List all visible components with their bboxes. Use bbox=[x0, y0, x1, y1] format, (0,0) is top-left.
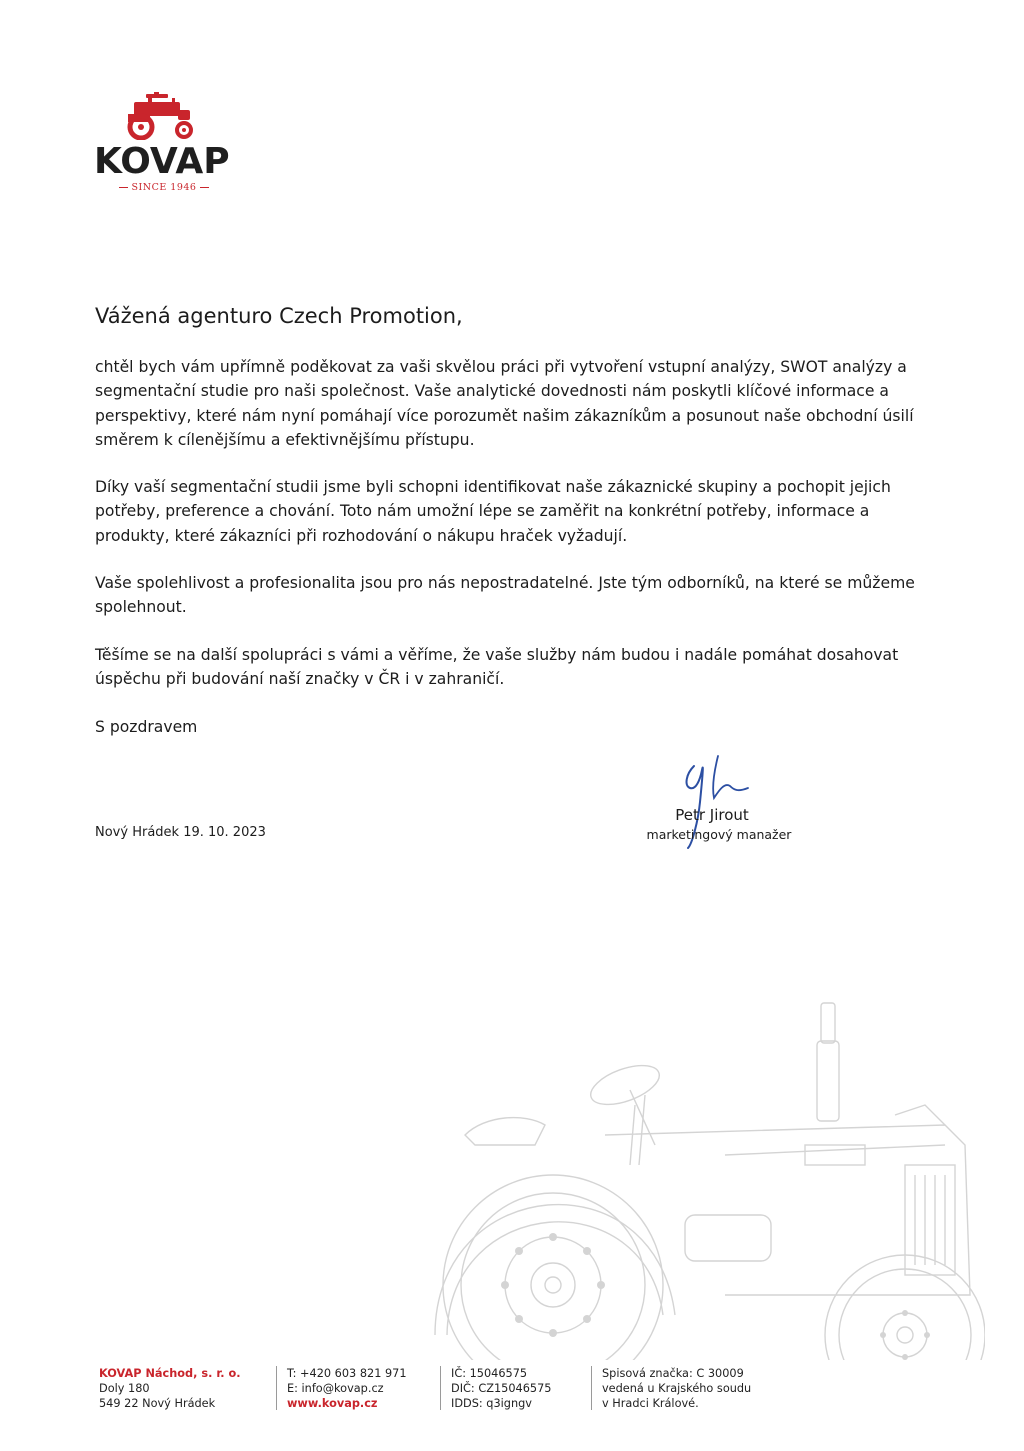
signer-role: marketingový manažer bbox=[646, 827, 792, 842]
paragraph-1: chtěl bych vám upřímně poděkovat za vaši skvělou práci při vytvoření vstupní analýzy, SWOT analýzy a segmentační studie pro naši společnost. Vaše analytické dovednosti nám poskytli klíčové informace a perspektivy, které nám nyní pomáhají více porozumět našim zákazníkům a posunout naše obchodní úsilí směrem k cílenějšímu a efektivnějšímu přístupu. bbox=[95, 358, 914, 449]
letter-greeting: Vážená agenturo Czech Promotion, bbox=[95, 304, 463, 328]
footer-contact bbox=[287, 1366, 407, 1411]
tractor-logo-icon bbox=[124, 92, 200, 140]
dash-right bbox=[200, 187, 209, 188]
registry-line-2: vedená u Krajského soudu bbox=[602, 1382, 752, 1395]
footer-divider-2 bbox=[440, 1366, 441, 1410]
ids-idds: IDDS: q3igngv bbox=[451, 1397, 532, 1410]
logo-since bbox=[94, 182, 234, 193]
contact-web-link[interactable]: www.kovap.cz bbox=[287, 1397, 378, 1410]
logo-wordmark: KOVAP bbox=[94, 141, 230, 182]
contact-email[interactable]: E: info@kovap.cz bbox=[287, 1382, 384, 1395]
footer-divider-1 bbox=[276, 1366, 277, 1410]
tractor-watermark-icon bbox=[425, 995, 985, 1360]
letter-date: Nový Hrádek 19. 10. 2023 bbox=[95, 825, 266, 840]
paragraph-4: Těšíme se na další spolupráci s vámi a věříme, že vaše služby nám budou i nadále pomáhat dosahovat úspěchu při budování naší značky v ČR i v zahraničí. bbox=[95, 645, 899, 688]
ids-ic: IČ: 15046575 bbox=[451, 1367, 528, 1380]
footer-registry bbox=[602, 1366, 751, 1411]
letter-body bbox=[95, 355, 935, 714]
logo-since-text: SINCE 1946 bbox=[131, 182, 197, 193]
registry-line-1: Spisová značka: C 30009 bbox=[602, 1367, 744, 1380]
footer-ids bbox=[451, 1366, 551, 1411]
footer-company bbox=[99, 1366, 241, 1411]
footer-divider-3 bbox=[591, 1366, 592, 1410]
dash-left bbox=[119, 187, 128, 188]
signer-name: Petr Jirout bbox=[675, 806, 749, 824]
paragraph-2: Díky vaší segmentační studii jsme byli schopni identifikovat naše zákaznické skupiny a pochopit jejich potřeby, preference a chování. Toto nám umožní lépe se zaměřit na konkrétní potřeby, informace a produkty, které zákazníci při rozhodování o nákupu hraček vyžadují. bbox=[95, 478, 891, 545]
registry-line-3: v Hradci Králové. bbox=[602, 1397, 699, 1410]
company-name: KOVAP Náchod, s. r. o. bbox=[99, 1367, 241, 1380]
letter-closing: S pozdravem bbox=[95, 718, 198, 736]
paragraph-3: Vaše spolehlivost a profesionalita jsou pro nás nepostradatelné. Jste tým odborníků, na které se můžeme spolehnout. bbox=[95, 574, 915, 617]
company-city: 549 22 Nový Hrádek bbox=[99, 1397, 216, 1410]
company-street: Doly 180 bbox=[99, 1382, 150, 1395]
kovap-logo bbox=[94, 92, 234, 197]
contact-phone: T: +420 603 821 971 bbox=[287, 1367, 407, 1380]
ids-dic: DIČ: CZ15046575 bbox=[451, 1382, 552, 1395]
